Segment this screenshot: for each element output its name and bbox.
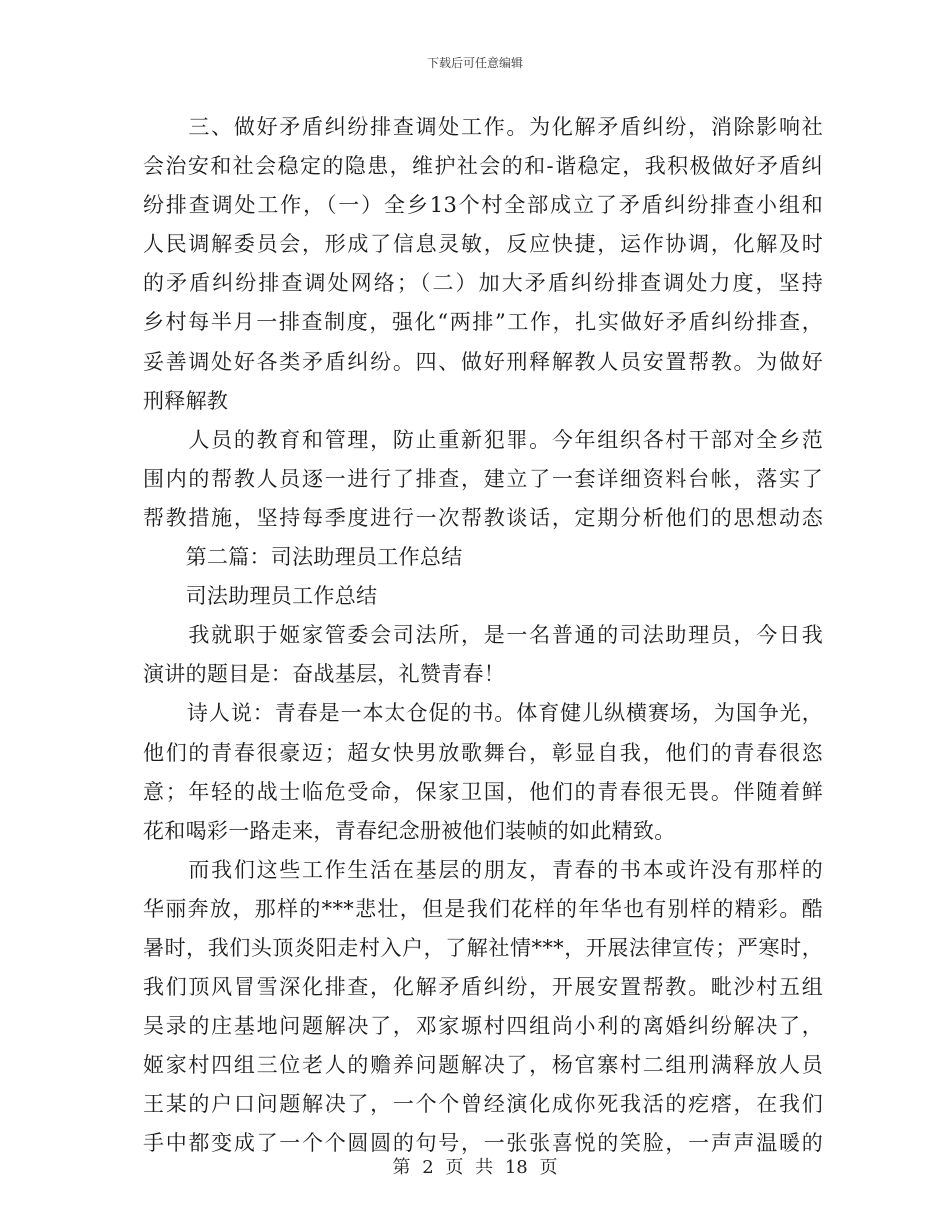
text-line: 吴录的庄基地问题解决了，邓家塬村四组尚小利的离婚纠纷解决了， (143, 1014, 823, 1039)
section-title: 司法助理员工作总结 (143, 584, 378, 609)
text-line: 的矛盾纠纷排查调处网络；（二）加大矛盾纠纷排查调处力度，坚持 (143, 271, 823, 296)
text-line: 刑释解教 (143, 388, 229, 413)
text-line: 而我们这些工作生活在基层的朋友，青春的书本或许没有那样的 (143, 857, 823, 882)
text-line: 妥善调处好各类矛盾纠纷。四、做好刑释解教人员安置帮教。为做好 (143, 349, 823, 374)
page-footer: 第 2 页 共 18 页 (392, 1157, 558, 1178)
body-text (143, 108, 823, 1164)
text-line: 三、做好矛盾纠纷排查调处工作。为化解矛盾纠纷，消除影响社 (143, 115, 823, 139)
text-line: 诗人说：青春是一本太仓促的书。体育健儿纵横赛场，为国争光， (143, 701, 823, 726)
text-line: 他们的青春很豪迈；超女快男放歌舞台，彰显自我，他们的青春很恣 (143, 740, 823, 765)
text-line: 意；年轻的战士临危受命，保家卫国，他们的青春很无畏。伴随着鲜 (143, 779, 823, 804)
text-line: 人民调解委员会，形成了信息灵敏，反应快捷，运作协调，化解及时 (143, 232, 823, 257)
text-line: 纷排查调处工作，（一）全乡13个村全部成立了矛盾纠纷排查小组和 (143, 193, 823, 218)
text-line: 花和喝彩一路走来，青春纪念册被他们装帧的如此精致。 (143, 818, 676, 843)
text-line: 会治安和社会稳定的隐患，维护社会的和-谐稳定，我积极做好矛盾纠 (143, 154, 823, 179)
text-line: 帮教措施，坚持每季度进行一次帮教谈话，定期分析他们的思想动态 (143, 505, 823, 530)
text-line: 姬家村四组三位老人的赡养问题解决了，杨官寨村二组刑满释放人员 (143, 1053, 823, 1078)
text-line: 围内的帮教人员逐一进行了排查，建立了一套详细资料台帐，落实了 (143, 466, 823, 491)
text-line: 手中都变成了一个个圆圆的句号，一张张喜悦的笑脸，一声声温暖的 (143, 1131, 823, 1156)
section-heading: 第二篇：司法助理员工作总结 (143, 545, 463, 570)
text-line: 暑时，我们头顶炎阳走村入户，了解社情***，开展法律宣传；严寒时， (143, 935, 823, 960)
text-line: 人员的教育和管理，防止重新犯罪。今年组织各村干部对全乡范 (143, 427, 823, 452)
text-line: 王某的户口问题解决了，一个个曾经演化成你死我活的疙瘩，在我们 (143, 1092, 823, 1117)
text-line: 我就职于姬家管委会司法所，是一名普通的司法助理员，今日我 (143, 623, 823, 648)
text-line: 演讲的题目是：奋战基层，礼赞青春！ (143, 662, 506, 687)
text-line: 我们顶风冒雪深化排查，化解矛盾纠纷，开展安置帮教。毗沙村五组 (143, 975, 823, 1000)
page-header: 下载后可任意编辑 (426, 56, 523, 70)
text-line: 乡村每半月一排查制度，强化“两排”工作，扎实做好矛盾纠纷排查， (143, 310, 823, 335)
text-line: 华丽奔放，那样的***悲壮，但是我们花样的年华也有别样的精彩。酷 (143, 896, 823, 921)
